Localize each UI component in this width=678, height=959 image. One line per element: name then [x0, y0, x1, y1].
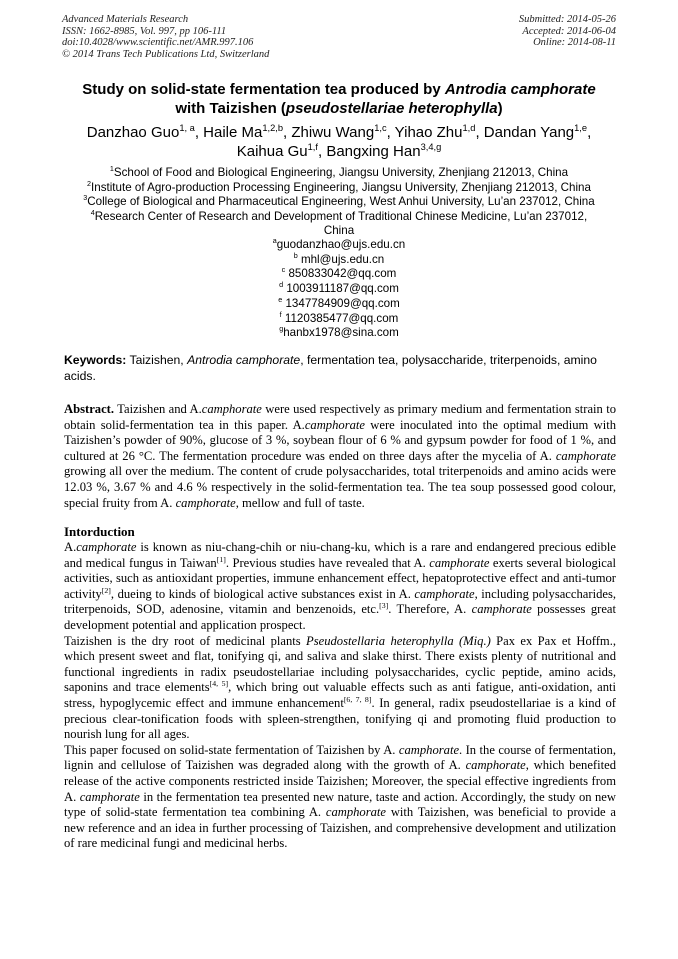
email-text[interactable]: 1347784909@qq.com	[282, 296, 400, 310]
abstract-italic: camphorate	[201, 402, 262, 416]
italic-text: camphorate	[325, 805, 387, 820]
abstract-italic: camphorate	[304, 417, 365, 432]
email-text[interactable]: 850833042@qq.com	[285, 267, 397, 281]
author-name: Kaihua Gu	[236, 143, 308, 160]
text: . Therefore, A.	[388, 602, 472, 617]
submitted-date: Submitted: 2014-05-26	[518, 14, 616, 25]
abstract-text: growing all over the medium. The content of crude polysaccharides, total triterpenoids and amino acids were 12.03 %, 3.67 % and 4.6 % respectively in the solid-fermentation tea. The tea soup possessed good colour, special fruity from A.	[64, 464, 616, 510]
paragraph	[64, 743, 616, 852]
email-text[interactable]: 1120385477@qq.com	[281, 311, 399, 325]
author-name: , Bangxing Han	[317, 143, 421, 160]
email-text[interactable]: hanbx1978@sina.com	[283, 326, 399, 340]
author-sup: 1,2,b	[262, 123, 284, 133]
dates-header	[519, 14, 616, 49]
italic-text: Pseudostellaria heterophylla (Miq.)	[306, 633, 491, 648]
affiliation-sup: 3	[83, 193, 88, 203]
text: with Taizishen, was beneficial to provide a new reference and an idea in further processing of Taizishen, and comprehensive development and utilization of rare medicinal fungi and medicinal herbs.	[64, 805, 616, 851]
author-name: , Yihao Zhu	[386, 124, 463, 141]
text: . In the course of fermentation, lignin and cellulose of Taizishen was degraded along with the growth of A.	[64, 742, 616, 773]
paper-title	[40, 80, 638, 118]
affiliation-line	[40, 178, 638, 196]
text: in the fermentation tea presented new nature, taste and action. Accordingly, the study on new type of solid-state fermentation tea combining A.	[64, 789, 616, 820]
author-sup: 1,f	[307, 142, 318, 152]
citation-ref[interactable]: [1]	[216, 554, 226, 564]
journal-name: Advanced Materials Research	[62, 14, 189, 25]
email-sup: b	[293, 250, 298, 260]
citation-ref[interactable]: [3]	[379, 601, 389, 611]
email-line[interactable]	[140, 326, 538, 341]
text: , dueing to kinds of biological active substances exist in A.	[110, 586, 415, 601]
abstract-text: , mellow and full of taste.	[235, 495, 365, 510]
italic-text: camphorate	[398, 742, 460, 757]
author-name: , Dandan Yang	[475, 124, 575, 141]
keywords-italic: Antrodia camphorate	[187, 353, 301, 367]
text: Pax ex Pax et Hoffm., which present sweet and flat, tonifying qi, and saliva and slake thirst. There exists plenty of nutritional and functional ingredients in radix pseudostellariae including polysaccharides, cyclic peptide, amino acids, saponins and trace elements	[64, 633, 616, 695]
text: , which bring out valuable effects such as anti fatigue, anti-oxidation, anti stress, hypoglycemic effect and immune enhancement	[64, 680, 616, 710]
italic-text: camphorate	[76, 540, 137, 554]
email-line[interactable]	[140, 282, 538, 297]
affiliations	[40, 166, 638, 239]
introduction-section	[64, 524, 616, 852]
title-part1: Study on solid-state fermentation tea produced by	[82, 81, 445, 98]
author-sup: 3,4,g	[420, 142, 442, 152]
abstract-italic: camphorate	[555, 448, 616, 463]
text: This paper focused on solid-state fermentation of Taizishen by A.	[64, 742, 399, 757]
citation-ref[interactable]: [2]	[101, 585, 111, 595]
text: . In general, radix pseudostellariae is a kind of precious clear-tonification foods with spleen-strengthen, tonifying qi and promoting fluid production to nourish lung for all ages.	[64, 695, 617, 742]
abstract-text: Taizishen and A.	[114, 402, 202, 416]
email-line[interactable]	[140, 238, 538, 253]
email-sup: f	[279, 309, 282, 319]
text: , which benefited release of the active components restricted inside Taizishen; Moreover, the special effective ingredients from A.	[64, 758, 617, 804]
abstract-text: were used respectively as primary medium and fermentation strain to obtain solid-fermentation tea in this paper. A.	[64, 402, 616, 432]
italic-text: camphorate	[465, 758, 526, 773]
paragraph	[64, 634, 616, 743]
affiliation-line: China	[323, 224, 355, 238]
text: exerts several biological activities, such as antioxidant properties, immune enhancement effect, hepatoprotective effect and anti-tumor activity	[64, 555, 616, 601]
text: is known as niu-chang-chih or niu-chang-ku, which is a rare and endangered precious edible and medical fungus in Taiwan	[64, 540, 616, 570]
affiliation-sup: 2	[87, 178, 92, 188]
email-line[interactable]	[140, 294, 538, 312]
journal-copyright: © 2014 Trans Tech Publications Ltd, Switzerland	[62, 48, 270, 60]
citation-ref[interactable]: [6, 7, 8]	[343, 694, 372, 704]
email-text[interactable]: 1003911187@qq.com	[283, 282, 399, 296]
affiliation-text: Research Center of Research and Development of Traditional Chinese Medicine, Lu’an 237012,	[94, 209, 588, 223]
text: , including polysaccharides, triterpenoids, SOD, adenosine, vitamin and benzenoids, etc.	[64, 586, 617, 617]
author-name: Danzhao Guo	[86, 124, 180, 141]
author-sup: 1,d	[462, 123, 476, 133]
italic-text: camphorate	[471, 602, 532, 617]
author-name: , Haile Ma	[194, 124, 263, 141]
email-sup: a	[272, 236, 277, 246]
keywords-label: Keywords:	[64, 353, 127, 367]
author-name: , Zhiwu Wang	[283, 124, 375, 141]
title-italic1: Antrodia camphorate	[444, 81, 596, 98]
accepted-date: Accepted: 2014-06-04	[522, 25, 616, 37]
italic-text: camphorate	[79, 789, 140, 804]
author-sup: 1, a	[179, 123, 195, 133]
italic-text: camphorate	[429, 555, 490, 570]
affiliation-sup: 4	[90, 207, 95, 217]
text: Taizishen is the dry root of medicinal plants	[64, 633, 307, 648]
affiliation-text: College of Biological and Pharmaceutical Engineering, West Anhui University, Lu’an 237012, China	[87, 195, 595, 209]
journal-doi[interactable]: doi:10.4028/www.scientific.net/AMR.997.106	[62, 37, 254, 49]
abstract	[64, 402, 616, 511]
affiliation-line	[40, 207, 638, 225]
affiliation-text: School of Food and Biological Engineering, Jiangsu University, Zhenjiang 212013, China	[113, 166, 569, 179]
online-date: Online: 2014-08-11	[533, 37, 616, 49]
title-italic2: pseudostellariae heterophylla	[285, 100, 498, 117]
keywords	[64, 352, 616, 384]
italic-text: camphorate	[414, 586, 475, 601]
abstract-italic: camphorate	[175, 495, 236, 510]
keywords-text: , fermentation tea, polysaccharide, triterpenoids, amino acids.	[64, 353, 597, 383]
author-sep: ,	[587, 124, 592, 141]
paragraph	[64, 540, 616, 634]
affiliation-sup: 1	[109, 164, 114, 174]
text: possesses great development potential and application prospect.	[64, 602, 617, 632]
text: A.	[64, 540, 77, 554]
affiliation-text: Institute of Agro-production Processing Engineering, Jiangsu University, Zhenjiang 212013, China	[91, 180, 591, 194]
citation-ref[interactable]: [4, 5]	[209, 679, 229, 689]
journal-header	[62, 14, 269, 60]
email-sup: e	[278, 294, 283, 304]
email-text[interactable]: guodanzhao@ujs.edu.cn	[276, 238, 406, 251]
email-sup: g	[279, 324, 284, 334]
text: . Previous studies have revealed that A.	[225, 555, 430, 570]
section-heading: Intorduction	[64, 524, 135, 539]
journal-issn: ISSN: 1662-8985, Vol. 997, pp 106-111	[62, 25, 227, 37]
title-part2: with Taizishen (	[175, 100, 286, 117]
email-text[interactable]: mhl@ujs.edu.cn	[297, 252, 385, 266]
email-line[interactable]	[140, 250, 538, 268]
affiliation-line	[40, 166, 638, 181]
email-sup: c	[281, 265, 286, 275]
abstract-text: were inoculated into the optimal medium with Taizishen’s powder of 90%, glucose of 3 %, soybean flour of 6 % and gypsum powder for food of 1 %, and cultured at 26 °C. The fermentation procedure was ended on three days after the mycelia of A.	[64, 417, 616, 463]
email-line[interactable]	[140, 309, 538, 327]
keywords-text: Taizishen,	[126, 353, 188, 367]
affiliation-line	[40, 195, 638, 210]
title-part3: )	[497, 100, 503, 117]
email-list	[140, 238, 538, 341]
author-list	[30, 123, 648, 161]
email-line[interactable]	[140, 267, 538, 282]
abstract-label: Abstract.	[64, 402, 115, 416]
email-sup: d	[279, 280, 284, 290]
author-sup: 1,c	[374, 123, 387, 133]
author-sup: 1,e	[574, 123, 588, 133]
